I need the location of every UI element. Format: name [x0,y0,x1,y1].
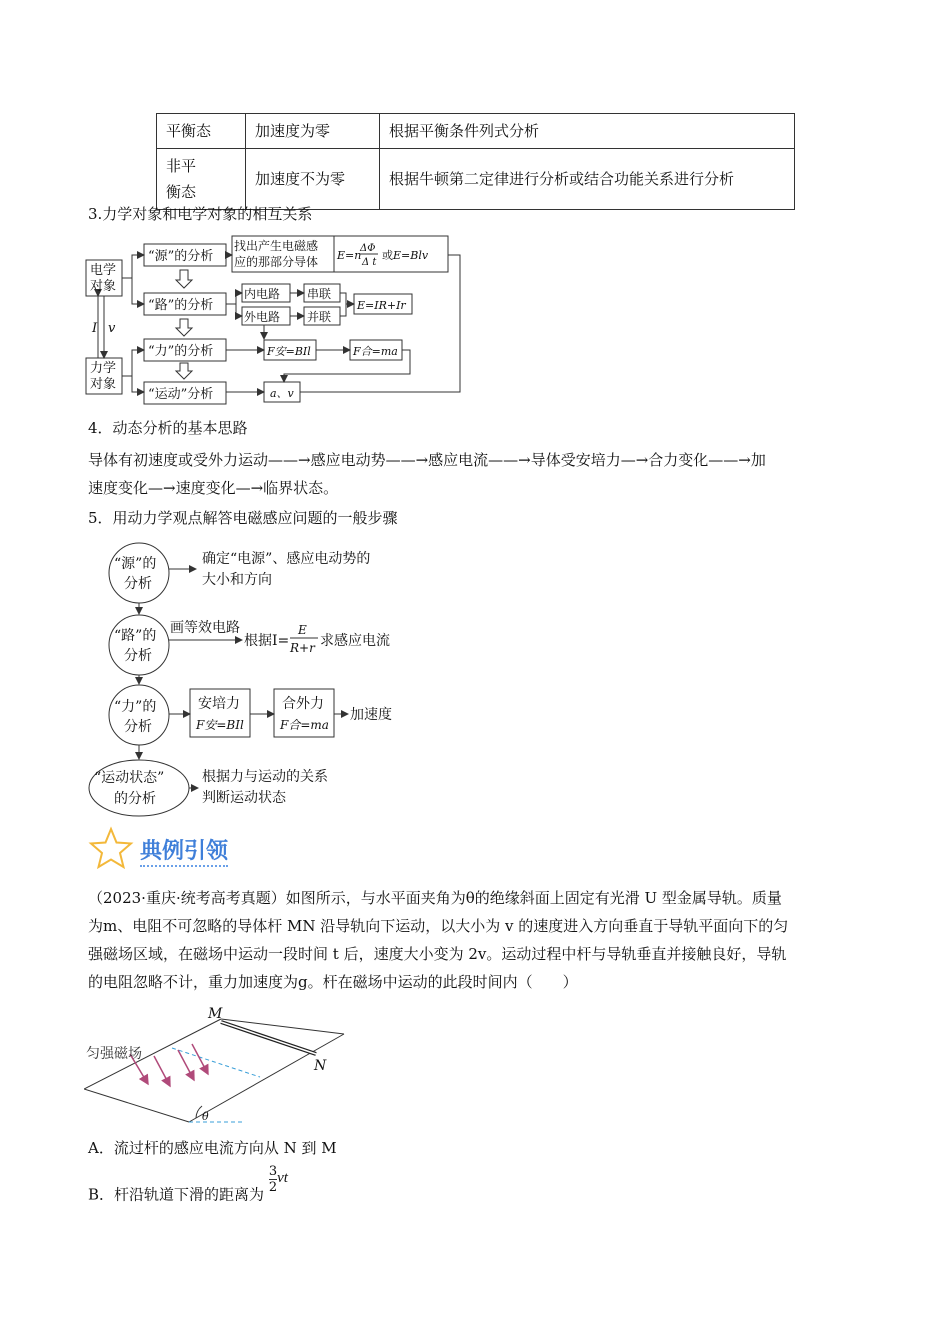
label-N: N [314,1058,327,1074]
current-formula: 根据I= [244,633,290,649]
inner-circuit: 内电路 [244,287,281,301]
motion-note: 判断运动状态 [202,790,286,806]
motion-ellipse [89,760,189,816]
force-analysis: “力”的分析 [148,344,214,359]
equiv-circuit: 画等效电路 [170,620,240,636]
motion-note: 根据力与运动的关系 [202,769,328,785]
ampere-box-formula: F安=BIl [196,718,244,732]
banner-underline [140,865,228,867]
problem-line1: （2023·重庆·统考高考真题）如图所示，与水平面夹角为θ的绝缘斜面上固定有光滑 U 型金属导轨。质量 [88,889,782,907]
ampere-formula: F安=BIl [267,345,311,358]
path-circle [109,615,169,675]
svg-text:Δ t: Δ t [362,257,377,268]
relation-diagram [84,232,464,408]
svg-text:找出产生电磁感应的那部分导体: 找出产生电磁感应的那部分导体 [234,239,319,269]
table-cell: 平衡态 [157,114,246,149]
option-b-var: vt [277,1169,288,1186]
svg-text:或E=Blv: 或E=Blv [382,249,429,262]
problem-line4: 的电阻忽略不计，重力加速度为g。杆在磁场中运动的此段时间内（ ） [88,973,578,991]
banner-title: 典例引领 [140,839,229,864]
path-circle-text: “路”的 [114,628,157,644]
table-cell: 根据牛顿第二定律进行分析或结合功能关系进行分析 [380,149,795,210]
label-theta: θ [202,1110,209,1123]
force-circle-text: “力”的 [114,699,157,715]
section5-heading: 5．用动力学观点解答电磁感应问题的一般步骤 [88,509,398,527]
link-current: I [92,321,98,336]
steps-flowchart [84,536,414,820]
section3-heading: 3.力学对象和电学对象的相互关系 [88,205,313,223]
current-numerator: E [298,623,307,637]
source-note: 大小和方向 [202,572,272,588]
incline-figure [84,1004,354,1128]
path-analysis: “路”的分析 [148,298,214,313]
example-banner [88,826,238,870]
link-velocity: v [108,321,116,336]
section4-line1: 导体有初速度或受外力运动——→感应电动势——→感应电流——→导体受安培力—→合力变化——→加 [88,451,766,469]
table-cell: 根据平衡条件列式分析 [380,114,795,149]
source-circle [109,543,169,603]
table-cell: 加速度不为零 [246,149,380,210]
force-circle-text: 分析 [124,719,152,735]
net-box-title: 合外力 [282,696,324,712]
fraction-numerator: 3 [268,1164,278,1179]
table-cell: 非平 衡态 [157,149,246,210]
source-analysis: “源”的分析 [148,249,214,264]
acceleration-label: 加速度 [350,707,392,723]
option-b-fraction [269,1164,277,1195]
parallel-label: 并联 [307,310,332,324]
fraction-denominator: 2 [268,1180,278,1195]
net-force-formula: F合=ma [353,345,398,358]
current-denominator: R+r [290,641,315,655]
motion-text: 的分析 [114,791,156,807]
state-table [156,113,795,210]
source-circle-text: “源”的 [114,556,157,572]
current-suffix: 求感应电流 [320,633,390,649]
field-label: 匀强磁场 [86,1046,142,1062]
outer-circuit: 外电路 [244,310,281,324]
table-cell: 加速度为零 [246,114,380,149]
av-label: a、v [270,387,294,400]
circuit-formula: E=IR+Ir [357,299,406,312]
label-M: M [208,1006,223,1022]
problem-line3: 强磁场区域，在磁场中运动一段时间 t 后，速度大小变为 2v。运动过程中杆与导轨垂直并接触良好，导轨 [88,945,787,963]
section4-line2: 速度变化—→速度变化—→临界状态。 [88,479,339,497]
table-row [157,114,795,149]
option-b [88,1164,288,1211]
path-circle-text: 分析 [124,648,152,664]
electric-object-label: 电学对象 [90,263,117,294]
source-circle-text: 分析 [124,576,152,592]
net-box-formula: F合=ma [280,718,329,732]
series-label: 串联 [307,287,332,301]
ampere-box-title: 安培力 [198,696,240,712]
section4-heading: 4．动态分析的基本思路 [88,419,248,437]
svg-text:E=n: E=n [337,249,362,262]
source-note: 确定“电源”、感应电动势的 [202,551,371,567]
motion-text: “运动状态” [94,770,165,786]
option-a: A．流过杆的感应电流方向从 N 到 M [88,1139,337,1157]
motion-analysis: “运动”分析 [148,387,214,402]
star-icon [88,826,134,870]
force-circle [109,685,169,745]
svg-text:力学对象: 力学对象 [90,361,117,392]
problem-line2: 为m、电阻不可忽略的导体杆 MN 沿导轨向下运动，以大小为 v 的速度进入方向垂直于导轨平面向下的匀 [88,917,789,935]
option-b-text: B．杆沿轨道下滑的距离为 [88,1185,265,1204]
svg-text:ΔΦ: ΔΦ [360,243,376,254]
